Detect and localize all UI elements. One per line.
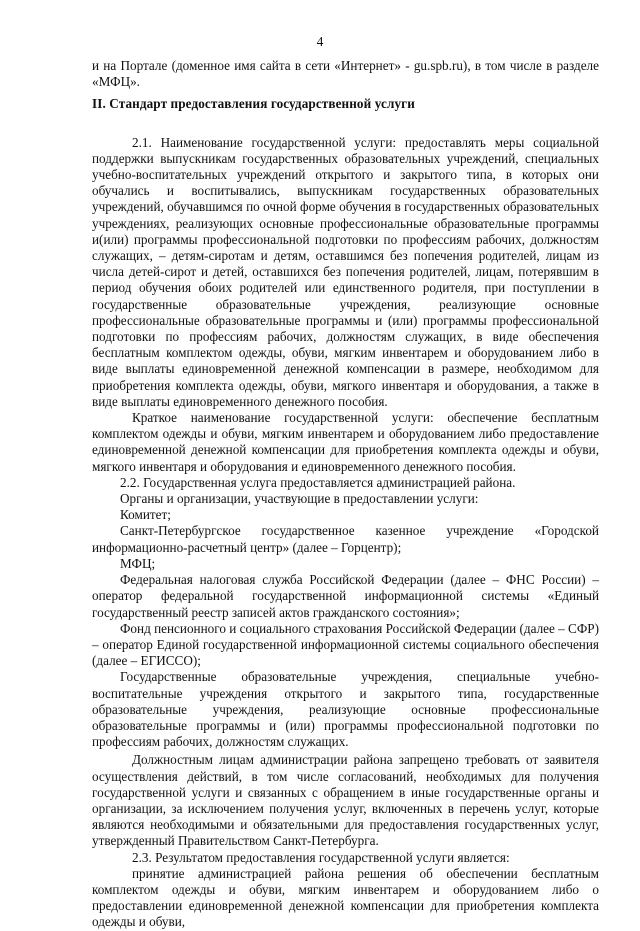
list-item-fns: Федеральная налоговая служба Российской Федерации (далее – ФНС России) – оператор федеральной государственной информационной системы «Единый государственный реестр записей актов гражданского состояния»; bbox=[92, 572, 599, 620]
page-number: 4 bbox=[316, 34, 324, 49]
list-item-committee: Комитет; bbox=[120, 507, 171, 523]
paragraph-participants-intro: Органы и организации, участвующие в предоставлении услуги: bbox=[120, 491, 479, 507]
list-item-sfr: Фонд пенсионного и социального страхования Российской Федерации (далее – СФР) – оператор Единой государственной информационной системы социального обеспечения (далее – ЕГИССО); bbox=[92, 620, 599, 669]
paragraph-2-1: 2.1. Наименование государственной услуги: предоставлять меры социальной поддержки выпускникам государственных образовательных учреждений, специальных учебно-воспитательных учреждений открытого и закрытого типа, в которых они обучались и воспитывались, выпускникам государственных образовательных учреждений, обучавшимся по очной форме обучения в государственных образовательных учреждениях, реализующих основные профессиональные образовательные программы и(или) программы профессиональной подготовки по профессиям рабочих, должностям служащих, – детям-сиротам и детям, оставшимся без попечения родителей, лицам из числа детей-сирот и детей, оставшихся без попечения родителей, лицам, потерявшим в период обучения обоих родителей или единственного родителя, при поступлении в государственные образовательные учреждения, реализующие основные профессиональные образовательные программы и (или) программы профессиональной подготовки по профессиям рабочих, должностям служащих, в виде обеспечения бесплатным комплектом одежды, обуви, мягким инвентарем и оборудованием либо в виде выплаты единовременной денежной компенсации в размере, необходимом для приобретения комплекта одежды, обуви, мягкого инвентаря и оборудования, а также в виде выплаты единовременного денежного пособия. bbox=[92, 134, 599, 409]
paragraph-2-3: 2.3. Результатом предоставления государственной услуги является: bbox=[132, 849, 510, 865]
document-body bbox=[92, 58, 599, 931]
list-item-gorcentr: Санкт-Петербургское государственное казенное учреждение «Городской информационно-расчетный центр» (далее – Горцентр); bbox=[92, 523, 599, 555]
list-item-mfc: МФЦ; bbox=[120, 555, 156, 571]
intro-paragraph: и на Портале (доменное имя сайта в сети «Интернет» - gu.spb.ru), в том числе в разделе «МФЦ». bbox=[92, 58, 599, 90]
list-item-schools: Государственные образовательные учреждения, специальные учебно-воспитательные учреждения открытого и закрытого типа, государственные образовательные учреждения, реализующие основные профессиональные образовательные программы и (или) программы профессиональной подготовки по профессиям рабочих, должностям служащих. bbox=[92, 669, 599, 750]
section-heading: II. Стандарт предоставления государственной услуги bbox=[92, 96, 415, 112]
paragraph-short-name: Краткое наименование государственной услуги: обеспечение бесплатным комплектом одежды и обуви, мягким инвентарем и оборудованием либо предоставление единовременной денежной компенсации для приобретения комплекта одежды и обуви, мягкого инвентаря и оборудования и единовременного денежного пособия. bbox=[92, 410, 599, 474]
paragraph-result: принятие администрацией района решения об обеспечении бесплатным комплектом одежды и обуви, мягким инвентарем и оборудованием либо о предоставлении единовременной денежной компенсации для приобретения комплекта одежды и обуви, bbox=[92, 865, 599, 930]
paragraph-prohibition: Должностным лицам администрации района запрещено требовать от заявителя осуществления действий, в том числе согласований, необходимых для получения государственной услуги и связанных с обращением в иные государственные органы и организации, за исключением получения услуг, включенных в перечень услуг, которые являются необходимыми и обязательными для предоставления государственных услуг, утвержденный Правительством Санкт-Петербурга. bbox=[92, 752, 599, 849]
paragraph-2-2: 2.2. Государственная услуга предоставляется администрацией района. bbox=[120, 474, 516, 490]
